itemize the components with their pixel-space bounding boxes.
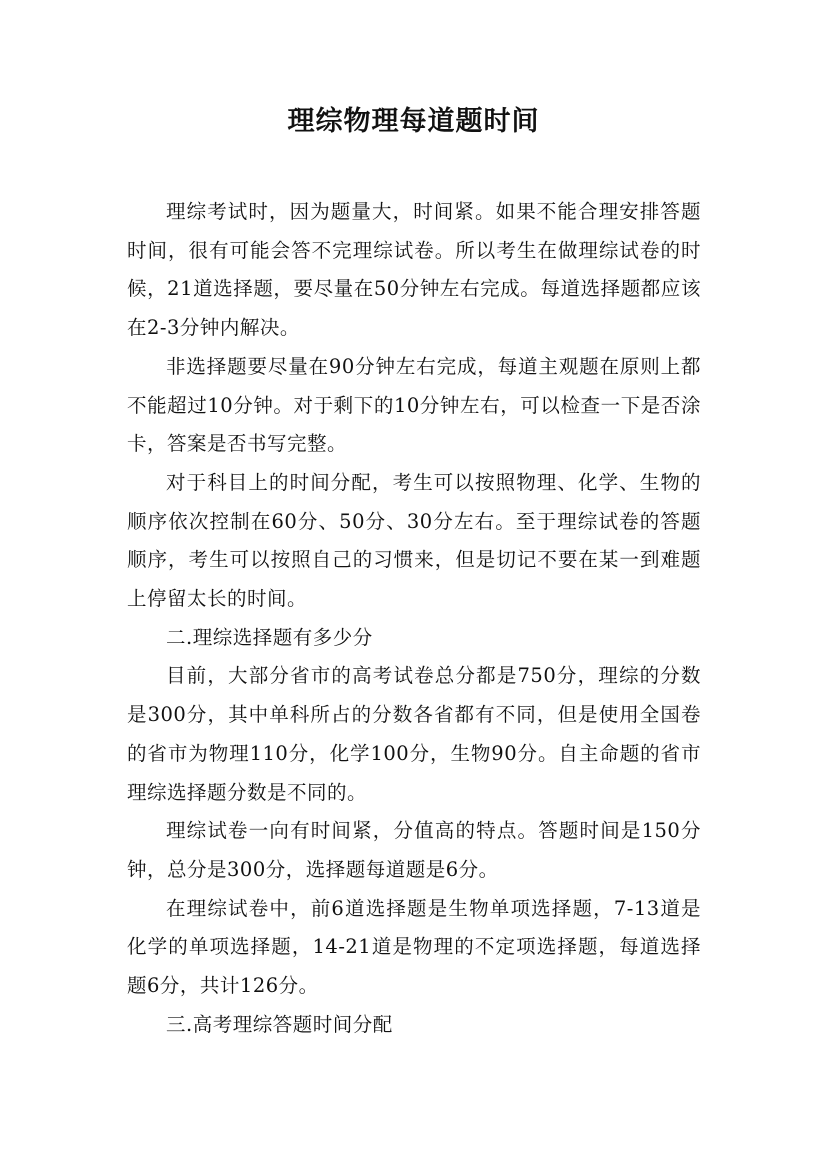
paragraph-choice-breakdown: 在理综试卷中，前6道选择题是生物单项选择题，7-13道是化学的单项选择题，14-21道是物理的不定项选择题，每道选择题6分，共计126分。 bbox=[127, 896, 701, 998]
document-body bbox=[127, 193, 701, 1044]
paragraph-time-allocation-intro: 理综考试时，因为题量大，时间紧。如果不能合理安排答题时间，很有可能会答不完理综试卷。所以考生在做理综试卷的时候，21道选择题，要尽量在50分钟左右完成。每道选择题都应该在2-3分钟内解决。 bbox=[127, 200, 701, 340]
section-heading-choice-score: 二.理综选择题有多少分 bbox=[166, 625, 373, 649]
paragraph-score-distribution: 目前，大部分省市的高考试卷总分都是750分，理综的分数是300分，其中单科所占的分数各省都有不同，但是使用全国卷的省市为物理110分，化学100分，生物90分。自主命题的省市理综选择题分数是不同的。 bbox=[127, 664, 701, 804]
paragraph-subject-time: 对于科目上的时间分配，考生可以按照物理、化学、生物的顺序依次控制在60分、50分、30分左右。至于理综试卷的答题顺序，考生可以按照自己的习惯来，但是切记不要在某一到难题上停留太长的时间。 bbox=[127, 470, 701, 611]
paragraph-exam-features: 理综试卷一向有时间紧，分值高的特点。答题时间是150分钟，总分是300分，选择题每道题是6分。 bbox=[127, 819, 701, 881]
section-heading-time-allocation: 三.高考理综答题时间分配 bbox=[166, 1012, 393, 1036]
document-title: 理综物理每道题时间 bbox=[287, 106, 540, 137]
paragraph-non-choice-time: 非选择题要尽量在90分钟左右完成，每道主观题在原则上都不能超过10分钟。对于剩下的10分钟左右，可以检查一下是否涂卡，答案是否书写完整。 bbox=[127, 354, 701, 456]
